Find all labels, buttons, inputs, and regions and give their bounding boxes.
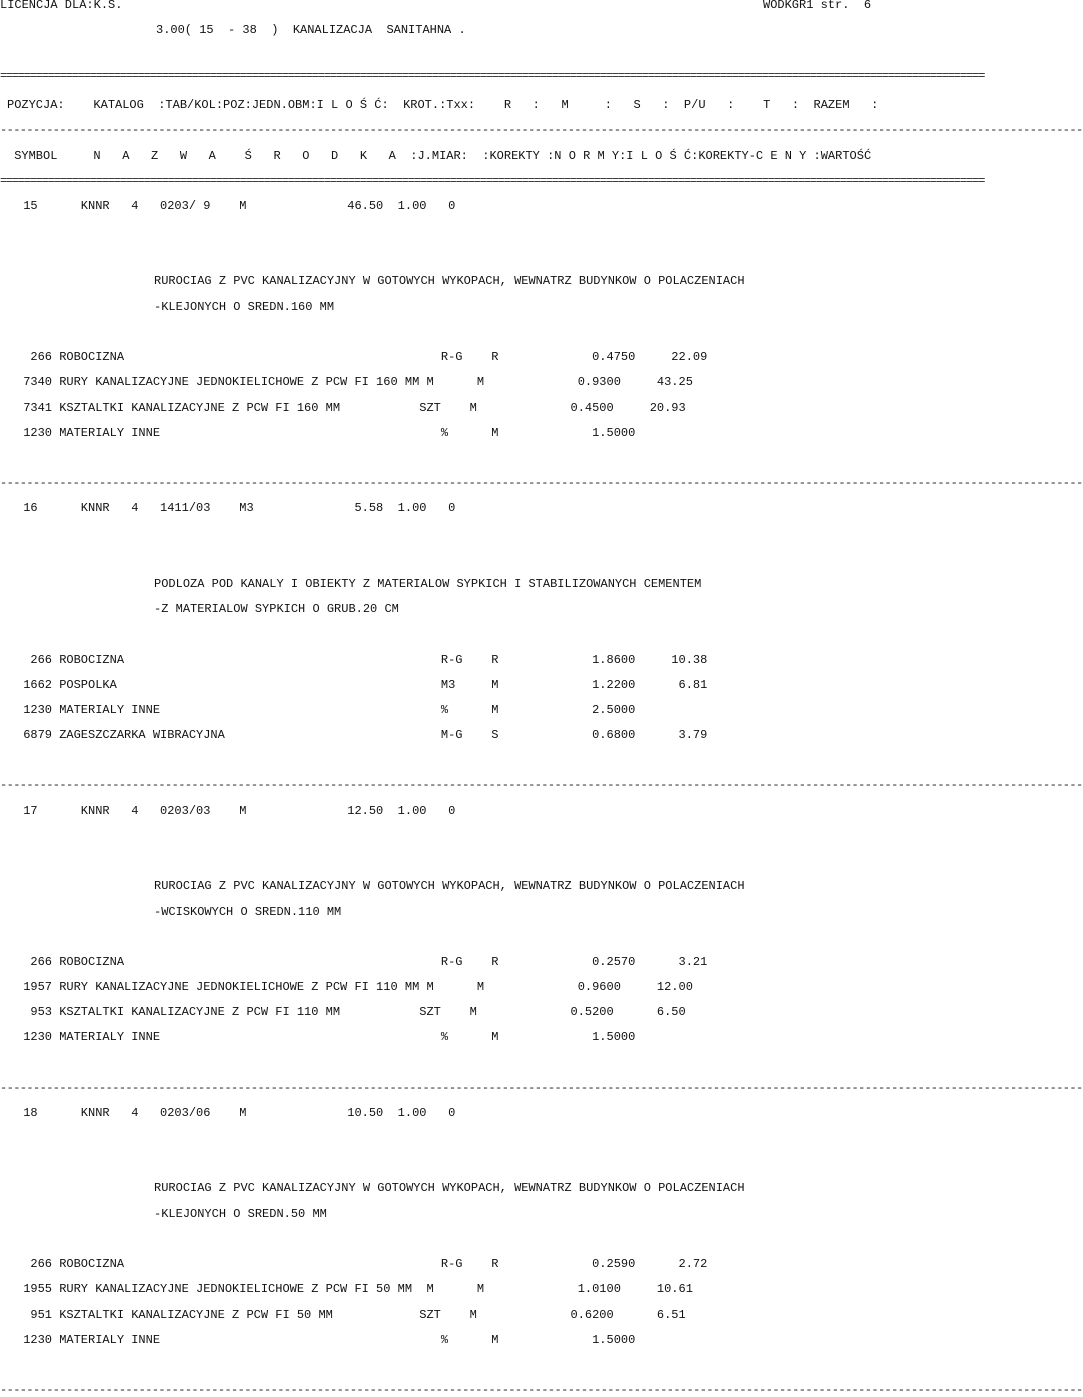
resource-row: 1662 POSPOLKA M3 M 1.2200 6.81	[16, 678, 708, 692]
position-description: -KLEJONYCH O SREDN.50 MM	[10, 1207, 327, 1221]
resource-row: 7341 KSZTALTKI KANALIZACYJNE Z PCW FI 160 MM SZT M 0.4500 20.93	[16, 401, 686, 415]
position-description: RUROCIAG Z PVC KANALIZACYJNY W GOTOWYCH WYKOPACH, WEWNATRZ BUDYNKOW O POLACZENIACH	[10, 879, 745, 893]
position-description: RUROCIAG Z PVC KANALIZACYJNY W GOTOWYCH WYKOPACH, WEWNATRZ BUDYNKOW O POLACZENIACH	[10, 274, 745, 288]
resource-row: 1230 MATERIALY INNE % M 1.5000	[16, 1030, 636, 1044]
resource-row: 1955 RURY KANALIZACYJNE JEDNOKIELICHOWE Z PCW FI 50 MM M M 1.0100 10.61	[16, 1282, 693, 1296]
resource-row: 7340 RURY KANALIZACYJNE JEDNOKIELICHOWE Z PCW FI 160 MM M M 0.9300 43.25	[16, 375, 693, 389]
resource-row: 1957 RURY KANALIZACYJNE JEDNOKIELICHOWE Z PCW FI 110 MM M M 0.9600 12.00	[16, 980, 693, 994]
resource-row: 1230 MATERIALY INNE % M 2.5000	[16, 703, 636, 717]
position-header: 17 KNNR 4 0203/03 M 12.50 1.00 0	[16, 804, 456, 818]
double-rule: ====================================================================================================================================================================	[0, 69, 985, 83]
position-description: -WCISKOWYCH O SREDN.110 MM	[10, 905, 342, 919]
single-rule: --------------------------------------------------------------------------------------------------------------------------------------------------------------------	[0, 476, 1083, 490]
section-title: 3.00( 15 - 38 ) KANALIZACJA SANITAHNA .	[156, 23, 466, 37]
single-rule: --------------------------------------------------------------------------------------------------------------------------------------------------------------------	[0, 1383, 1083, 1397]
single-rule: --------------------------------------------------------------------------------------------------------------------------------------------------------------------	[0, 123, 1083, 137]
position-description: -KLEJONYCH O SREDN.160 MM	[10, 300, 335, 314]
column-header-row-2: SYMBOL N A Z W A Ś R O D K A :J.MIAR: :KOREKTY :N O R M Y:I L O Ś Ć:KOREKTY-C E N Y :WARTOŚĆ	[7, 149, 872, 163]
position-header: 18 KNNR 4 0203/06 M 10.50 1.00 0	[16, 1106, 456, 1120]
position-description: RUROCIAG Z PVC KANALIZACYJNY W GOTOWYCH WYKOPACH, WEWNATRZ BUDYNKOW O POLACZENIACH	[10, 1181, 745, 1195]
page-label: WODKGR1 str. 6	[763, 0, 872, 12]
resource-row: 951 KSZTALTKI KANALIZACYJNE Z PCW FI 50 MM SZT M 0.6200 6.51	[16, 1308, 686, 1322]
double-rule: ====================================================================================================================================================================	[0, 174, 985, 188]
resource-row: 266 ROBOCIZNA R-G R 0.2570 3.21	[16, 955, 708, 969]
position-description: -Z MATERIALOW SYPKICH O GRUB.20 CM	[10, 602, 399, 616]
resource-row: 6879 ZAGESZCZARKA WIBRACYJNA M-G S 0.6800 3.79	[16, 728, 708, 742]
resource-row: 953 KSZTALTKI KANALIZACYJNE Z PCW FI 110 MM SZT M 0.5200 6.50	[16, 1005, 686, 1019]
position-header: 15 KNNR 4 0203/ 9 M 46.50 1.00 0	[16, 199, 456, 213]
position-description: PODLOZA POD KANALY I OBIEKTY Z MATERIALOW SYPKICH I STABILIZOWANYCH CEMENTEM	[10, 577, 702, 591]
resource-row: 266 ROBOCIZNA R-G R 1.8600 10.38	[16, 653, 708, 667]
resource-row: 266 ROBOCIZNA R-G R 0.4750 22.09	[16, 350, 708, 364]
single-rule: --------------------------------------------------------------------------------------------------------------------------------------------------------------------	[0, 1081, 1083, 1095]
position-header: 16 KNNR 4 1411/03 M3 5.58 1.00 0	[16, 501, 456, 515]
resource-row: 266 ROBOCIZNA R-G R 0.2590 2.72	[16, 1257, 708, 1271]
resource-row: 1230 MATERIALY INNE % M 1.5000	[16, 1333, 636, 1347]
column-header-row-1: POZYCJA: KATALOG :TAB/KOL:POZ:JEDN.OBM:I L O Ś Ć: KROT.:Txx: R : M : S : P/U : T : RAZEM :	[7, 98, 879, 112]
resource-row: 1230 MATERIALY INNE % M 1.5000	[16, 426, 636, 440]
single-rule: --------------------------------------------------------------------------------------------------------------------------------------------------------------------	[0, 778, 1083, 792]
license-label: LICENCJA DLA:K.S.	[0, 0, 123, 12]
